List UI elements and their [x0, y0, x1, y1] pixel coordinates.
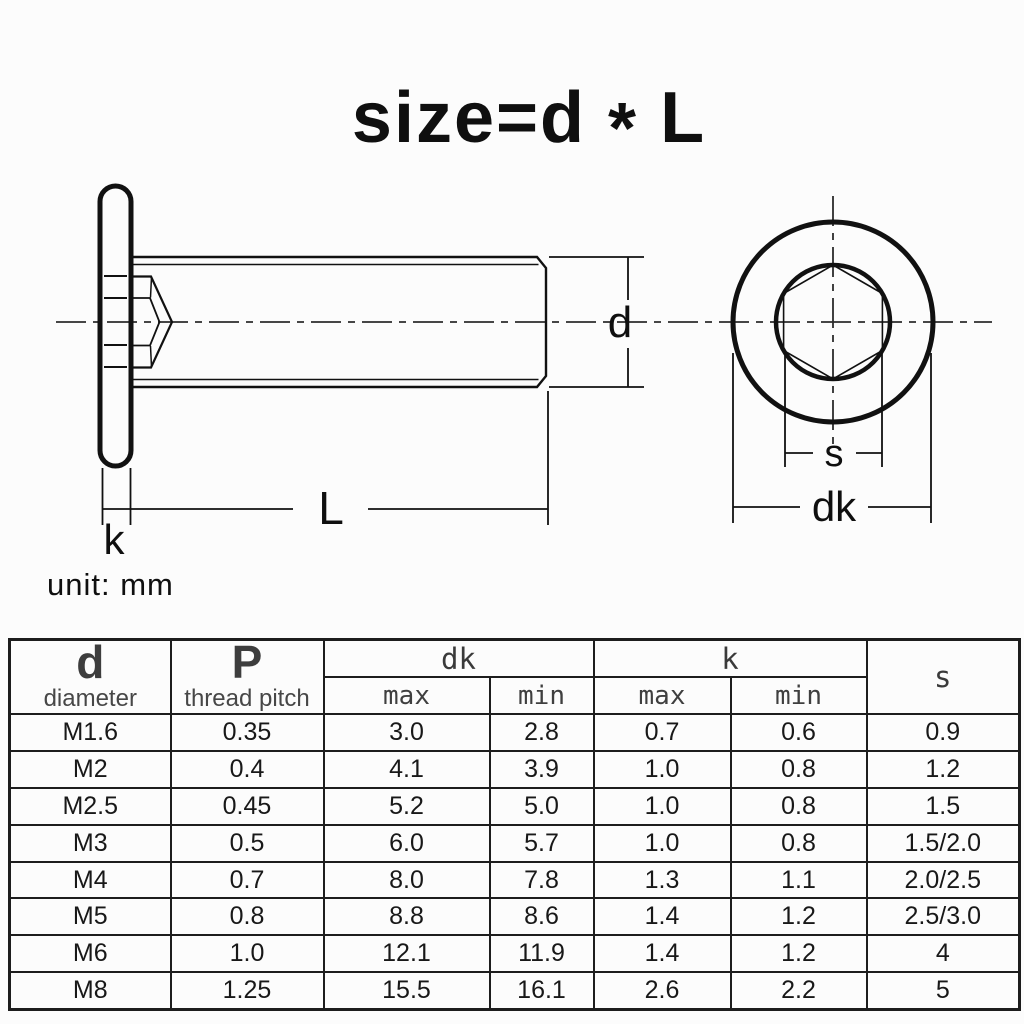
table-cell-dk_max: 4.1	[324, 751, 490, 788]
title-prefix: size=d	[351, 78, 587, 158]
table-cell-dk_min: 7.8	[490, 862, 594, 899]
table-cell-k_min: 0.6	[731, 714, 867, 751]
table-cell-p: 0.7	[171, 862, 324, 899]
dimension-L-k	[103, 391, 549, 563]
spec-table	[8, 638, 1021, 1011]
table-row	[10, 788, 1020, 825]
table-cell-dk_max: 3.0	[324, 714, 490, 751]
table-row	[10, 935, 1020, 972]
table-cell-d: M5	[10, 898, 171, 935]
table-row	[10, 972, 1020, 1009]
table-cell-k_max: 1.4	[594, 935, 731, 972]
table-cell-dk_max: 5.2	[324, 788, 490, 825]
table-cell-dk_min: 3.9	[490, 751, 594, 788]
table-cell-k_min: 1.1	[731, 862, 867, 899]
table-cell-s: 1.5/2.0	[867, 825, 1020, 862]
table-cell-p: 0.8	[171, 898, 324, 935]
table-cell-dk_max: 12.1	[324, 935, 490, 972]
header-d-sub: diameter	[43, 685, 137, 713]
dimension-label-k: k	[103, 516, 125, 563]
table-cell-p: 0.35	[171, 714, 324, 751]
table-cell-dk_min: 16.1	[490, 972, 594, 1009]
center-line	[56, 196, 992, 449]
table-cell-k_max: 1.4	[594, 898, 731, 935]
table-cell-s: 2.0/2.5	[867, 862, 1020, 899]
table-cell-k_min: 1.2	[731, 898, 867, 935]
dimension-label-s: s	[824, 433, 844, 475]
table-cell-s: 1.5	[867, 788, 1020, 825]
table-cell-d: M3	[10, 825, 171, 862]
header-p-thread-pitch	[171, 636, 324, 715]
table-cell-dk_max: 8.8	[324, 898, 490, 935]
table-cell-d: M2.5	[10, 788, 171, 825]
table-row	[10, 862, 1020, 899]
table-cell-dk_min: 2.8	[490, 714, 594, 751]
header-dk-group: dk	[324, 640, 594, 678]
asterisk-separator: *	[608, 89, 639, 169]
table-cell-p: 0.5	[171, 825, 324, 862]
table-cell-k_min: 0.8	[731, 788, 867, 825]
table-cell-d: M1.6	[10, 714, 171, 751]
header-dk-max: max	[324, 677, 490, 714]
table-cell-k_min: 1.2	[731, 935, 867, 972]
unit-label: unit: mm	[47, 567, 174, 602]
header-s: s	[867, 640, 1020, 715]
table-cell-p: 0.45	[171, 788, 324, 825]
table-cell-d: M8	[10, 972, 171, 1009]
table-cell-k_max: 1.0	[594, 825, 731, 862]
table-cell-p: 0.4	[171, 751, 324, 788]
header-d-symbol: d	[76, 636, 105, 689]
table-row	[10, 714, 1020, 751]
screw-head	[100, 186, 131, 466]
table-cell-k_min: 2.2	[731, 972, 867, 1009]
header-k-group: k	[594, 640, 867, 678]
table-cell-d: M4	[10, 862, 171, 899]
spec-table-body	[10, 714, 1020, 1010]
table-cell-k_max: 2.6	[594, 972, 731, 1009]
screw-side-view	[100, 186, 546, 466]
table-cell-k_max: 0.7	[594, 714, 731, 751]
table-cell-d: M6	[10, 935, 171, 972]
table-cell-dk_max: 15.5	[324, 972, 490, 1009]
header-dk-min: min	[490, 677, 594, 714]
table-cell-k_max: 1.3	[594, 862, 731, 899]
table-cell-s: 4	[867, 935, 1020, 972]
table-row	[10, 898, 1020, 935]
table-row	[10, 751, 1020, 788]
table-cell-s: 2.5/3.0	[867, 898, 1020, 935]
table-cell-p: 1.0	[171, 935, 324, 972]
header-p-symbol: P	[231, 636, 263, 689]
table-cell-s: 0.9	[867, 714, 1020, 751]
header-p-sub: thread pitch	[184, 685, 310, 713]
table-cell-d: M2	[10, 751, 171, 788]
table-cell-p: 1.25	[171, 972, 324, 1009]
header-k-max: max	[594, 677, 731, 714]
table-cell-s: 1.2	[867, 751, 1020, 788]
table-cell-k_min: 0.8	[731, 751, 867, 788]
table-row	[10, 825, 1020, 862]
table-cell-k_max: 1.0	[594, 788, 731, 825]
table-cell-dk_min: 5.7	[490, 825, 594, 862]
dimension-d	[549, 257, 644, 387]
dimension-label-d: d	[607, 298, 633, 347]
dimension-label-dk: dk	[811, 483, 857, 530]
table-cell-k_max: 1.0	[594, 751, 731, 788]
table-cell-dk_max: 6.0	[324, 825, 490, 862]
header-d-diameter	[10, 636, 171, 715]
table-cell-dk_max: 8.0	[324, 862, 490, 899]
table-cell-dk_min: 5.0	[490, 788, 594, 825]
table-cell-k_min: 0.8	[731, 825, 867, 862]
table-cell-dk_min: 11.9	[490, 935, 594, 972]
table-cell-s: 5	[867, 972, 1020, 1009]
header-k-min: min	[731, 677, 867, 714]
table-cell-dk_min: 8.6	[490, 898, 594, 935]
title-suffix: L	[660, 78, 707, 158]
dimension-label-L: L	[318, 482, 344, 534]
